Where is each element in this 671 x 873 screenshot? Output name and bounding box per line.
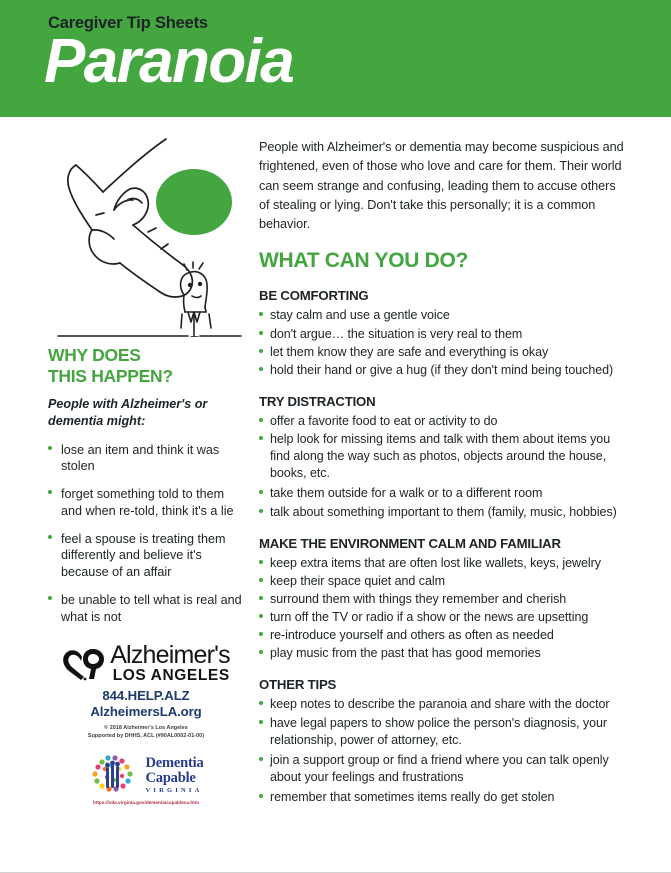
list-item bbox=[259, 696, 627, 713]
list-item-label: stay calm and use a gentle voice bbox=[270, 308, 450, 323]
list-item bbox=[259, 362, 627, 379]
list-item bbox=[259, 573, 627, 590]
list-item-label: offer a favorite food to eat or activity to do bbox=[270, 413, 498, 428]
list-item-label: play music from the past that has good memories bbox=[270, 646, 541, 661]
intro-paragraph: People with Alzheimer's or dementia may become suspicious and frightened, even of those who love and care for them. Their world can seem strange and confusing, leading them to accuse others of stealing or lying. Don't take this personally; it is a common behavior. bbox=[259, 140, 624, 232]
list-item-label: forget something told to them and when re-told, think it's a lie bbox=[61, 487, 234, 518]
alzheimers-la-logo bbox=[48, 643, 244, 684]
list-item bbox=[259, 609, 627, 626]
list-item-label: have legal papers to show police the person's diagnosis, your relationship, power of attorney, etc. bbox=[270, 715, 608, 747]
bullet-icon bbox=[259, 436, 263, 440]
list-item-label: talk about something important to them (family, music, hobbies) bbox=[270, 504, 617, 519]
list-item bbox=[48, 531, 244, 581]
section-heading: MAKE THE ENVIRONMENT CALM AND FAMILIAR bbox=[259, 535, 561, 551]
list-item-label: don't argue… the situation is very real to them bbox=[270, 326, 523, 341]
bullet-icon bbox=[259, 794, 263, 798]
what-can-you-do-heading: WHAT CAN YOU DO? bbox=[259, 249, 469, 273]
bullet-icon bbox=[48, 446, 52, 450]
bullet-icon bbox=[259, 701, 263, 705]
list-item-label: keep their space quiet and calm bbox=[270, 573, 445, 588]
alzheimers-subtitle: LOS ANGELES bbox=[112, 666, 230, 684]
copyright-line: © 2018 Alzheimer's Los Angeles bbox=[104, 725, 188, 732]
why-does-this-happen-heading bbox=[48, 345, 244, 386]
bullet-icon bbox=[259, 509, 263, 513]
list-item-label: help look for missing items and talk with them about items you find along the way such as photos, objects around the house, books, etc. bbox=[270, 432, 611, 481]
list-item-label: surround them with things they remember and cherish bbox=[270, 591, 567, 606]
list-item-label: join a support group or find a friend where you can talk openly about your feelings and frustrations bbox=[270, 752, 609, 784]
bullet-icon bbox=[259, 578, 263, 582]
bullet-icon bbox=[259, 560, 263, 564]
section-heading: OTHER TIPS bbox=[259, 677, 337, 693]
header-kicker: Caregiver Tip Sheets bbox=[48, 14, 208, 32]
list-item-label: keep notes to describe the paranoia and share with the doctor bbox=[270, 697, 610, 712]
list-item bbox=[259, 504, 627, 521]
list-item-label: let them know they are safe and everything is okay bbox=[270, 344, 549, 359]
alzheimers-name: Alzheimer's bbox=[110, 641, 230, 670]
bullet-icon bbox=[48, 490, 52, 494]
list-item bbox=[259, 344, 627, 361]
bullet-icon bbox=[259, 596, 263, 600]
list-item bbox=[259, 627, 627, 644]
dementia-capable-virginia-logo bbox=[48, 753, 244, 797]
bullet-icon bbox=[259, 418, 263, 422]
list-item bbox=[259, 555, 627, 572]
why-heading-line1: WHY DOES bbox=[48, 345, 141, 365]
list-item bbox=[259, 752, 627, 786]
tip-list bbox=[259, 696, 627, 806]
website-url[interactable]: AlzheimersLA.org bbox=[90, 704, 202, 720]
bullet-icon bbox=[259, 312, 263, 316]
list-item-label: keep extra items that are often lost like wallets, keys, jewelry bbox=[270, 555, 601, 570]
section-heading: TRY DISTRACTION bbox=[259, 393, 376, 409]
why-heading-line2: THIS HAPPEN? bbox=[48, 365, 173, 386]
bullet-icon bbox=[259, 367, 263, 371]
bullet-icon bbox=[259, 490, 263, 494]
alzheimers-contact bbox=[48, 688, 244, 720]
section-other-tips bbox=[259, 677, 627, 806]
hand-pointing-illustration bbox=[48, 132, 244, 337]
left-intro-text: People with Alzheimer's or dementia might: bbox=[48, 397, 208, 429]
right-column bbox=[259, 138, 627, 807]
section-make-environment-calm bbox=[259, 536, 627, 663]
list-item-label: turn off the TV or radio if a show or the news are upsetting bbox=[270, 610, 589, 625]
bullet-icon bbox=[259, 650, 263, 654]
list-item-label: lose an item and think it was stolen bbox=[61, 442, 220, 474]
list-item bbox=[259, 307, 627, 324]
section-try-distraction bbox=[259, 394, 627, 521]
bullet-icon bbox=[48, 596, 52, 600]
list-item bbox=[259, 485, 627, 502]
tip-list bbox=[259, 307, 627, 379]
list-item bbox=[259, 591, 627, 608]
dcv-line1: Dementia bbox=[145, 755, 204, 772]
page-header bbox=[0, 0, 671, 117]
list-item-label: re-introduce yourself and others as often as needed bbox=[270, 628, 554, 643]
phone-number[interactable]: 844.HELP.ALZ bbox=[102, 688, 190, 704]
list-item bbox=[259, 326, 627, 343]
bullet-icon bbox=[259, 757, 263, 761]
list-item-label: take them outside for a walk or to a different room bbox=[270, 486, 543, 501]
tip-list bbox=[259, 555, 627, 663]
tip-list bbox=[259, 413, 627, 521]
logo-block bbox=[48, 643, 244, 805]
dcv-line3: VIRGINIA bbox=[145, 786, 203, 794]
support-line: Supported by DHHS, ACL (#90AL0002-01-00) bbox=[87, 733, 205, 740]
bullet-icon bbox=[259, 614, 263, 618]
page-title: Paranoia bbox=[44, 27, 294, 96]
bullet-icon bbox=[259, 632, 263, 636]
list-item-label: hold their hand or give a hug (if they don't mind being touched) bbox=[270, 362, 614, 377]
list-item bbox=[259, 789, 627, 806]
dcv-url[interactable]: https://vda.virginia.gov/dementiacapableva.htm bbox=[93, 799, 199, 805]
dcv-line2: Capable bbox=[145, 769, 196, 786]
section-be-comforting bbox=[259, 288, 627, 379]
copyright-block bbox=[48, 725, 244, 741]
list-item bbox=[48, 592, 244, 625]
brain-dots-icon bbox=[89, 753, 141, 797]
list-item bbox=[259, 431, 627, 482]
bullet-icon bbox=[259, 331, 263, 335]
list-item bbox=[259, 715, 627, 749]
list-item bbox=[48, 486, 244, 519]
section-heading: BE COMFORTING bbox=[259, 288, 369, 304]
list-item bbox=[259, 645, 627, 662]
why-list bbox=[48, 442, 244, 626]
bullet-icon bbox=[259, 349, 263, 353]
list-item-label: remember that sometimes items really do get stolen bbox=[270, 790, 555, 805]
list-item bbox=[259, 413, 627, 430]
heart-ribbon-icon bbox=[62, 647, 106, 681]
bullet-icon bbox=[259, 720, 263, 724]
bullet-icon bbox=[48, 535, 52, 539]
list-item bbox=[48, 442, 244, 475]
list-item-label: be unable to tell what is real and what is not bbox=[61, 592, 242, 624]
list-item-label: feel a spouse is treating them differently and believe it's because of an affair bbox=[61, 531, 226, 580]
left-column bbox=[48, 132, 244, 805]
